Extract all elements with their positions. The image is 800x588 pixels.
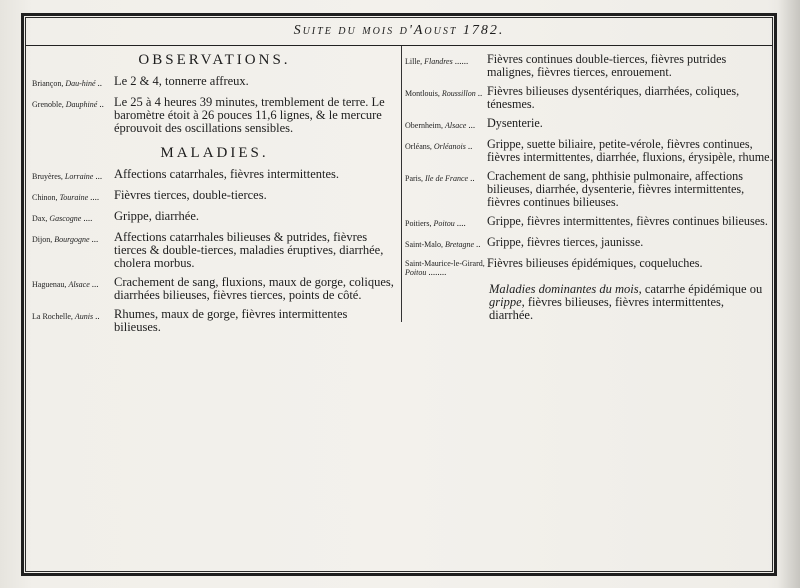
entry-place: Lille, Flandres ...... bbox=[405, 56, 469, 66]
maladie-entry bbox=[405, 138, 773, 164]
entry-text: Le 2 & 4, tonnerre affreux. bbox=[114, 74, 249, 88]
entry-text: Fièvres bilieuses épidémiques, coqueluches. bbox=[487, 256, 703, 270]
entry-place: Saint-Maurice-le-Girard, Poitou ........ bbox=[405, 259, 485, 277]
entry-place: Obernheim, Alsace ... bbox=[405, 120, 476, 130]
entry-place: Orléans, Orléanois .. bbox=[405, 141, 473, 151]
right-column bbox=[405, 53, 773, 322]
maladie-entry bbox=[405, 236, 773, 251]
entry-place: Poitiers, Poitou .... bbox=[405, 218, 466, 228]
maladie-entry bbox=[32, 168, 397, 183]
entry-text: Grippe, diarrhée. bbox=[114, 209, 200, 223]
entry-text: Affections catarrhales, fièvres intermittentes. bbox=[114, 167, 340, 181]
maladie-entry bbox=[32, 308, 397, 334]
maladies-title: MALADIES. bbox=[160, 145, 269, 161]
entry-text: Grippe, fièvres intermittentes, fièvres continues bilieuses. bbox=[487, 214, 768, 228]
maladie-entry bbox=[405, 215, 773, 230]
entry-place: Montlouis, Roussillon .. bbox=[405, 88, 483, 98]
maladie-entry bbox=[405, 53, 773, 79]
entry-place: Briançon, Dau-hiné .. bbox=[32, 78, 103, 88]
column-divider bbox=[401, 46, 402, 322]
entry-text: Grippe, fièvres tierces, jaunisse. bbox=[487, 235, 644, 249]
left-column bbox=[32, 50, 397, 340]
entry-text: Grippe, suette biliaire, petite-vérole, fièvres continues, fièvres intermittentes, diarrhée, fluxions, érysipèle, rhume. bbox=[487, 137, 773, 164]
maladie-entry bbox=[32, 276, 397, 302]
monthly-summary bbox=[489, 283, 773, 322]
observations-title: OBSERVATIONS. bbox=[138, 52, 291, 68]
entry-place: Chinon, Touraine .... bbox=[32, 192, 100, 202]
maladie-entry bbox=[405, 85, 773, 111]
entry-place: Dijon, Bourgogne ... bbox=[32, 234, 99, 244]
entry-place: Bruyères, Lorraine ... bbox=[32, 171, 103, 181]
entry-text: Dysenterie. bbox=[487, 116, 543, 130]
maladie-entry bbox=[32, 189, 397, 204]
maladie-entry bbox=[32, 231, 397, 270]
entry-text: Affections catarrhales bilieuses & putrides, fièvres tierces & double-tierces, maladies éruptives, diarrhée, cholera morbus. bbox=[114, 230, 384, 270]
entry-place: Grenoble, Dauphiné .. bbox=[32, 99, 104, 109]
observation-entry bbox=[32, 96, 397, 135]
maladie-entry bbox=[405, 257, 773, 277]
summary-text-b: , fièvres bilieuses, fièvres intermittentes, diarrhée. bbox=[489, 295, 725, 322]
entry-place: Saint-Malo, Bretagne .. bbox=[405, 239, 481, 249]
maladie-entry bbox=[405, 170, 773, 209]
entry-place: Paris, Ile de France .. bbox=[405, 173, 475, 183]
entry-place: La Rochelle, Aunis .. bbox=[32, 311, 100, 321]
header-rule bbox=[25, 45, 773, 46]
entry-text: Fièvres bilieuses dysentériques, diarrhées, coliques, ténesmes. bbox=[487, 84, 740, 111]
running-header-text: Suite du mois d'Aoust 1782. bbox=[293, 23, 505, 38]
summary-label: Maladies dominantes du mois bbox=[489, 282, 639, 296]
maladie-entry bbox=[405, 117, 773, 132]
entry-text: Le 25 à 4 heures 39 minutes, tremblement de terre. Le baromètre étoit à 26 pouces 11,6 lignes, & le mercure éprouvoit des oscillations sensibles. bbox=[114, 95, 385, 135]
observation-entry bbox=[32, 75, 397, 90]
entry-text: Rhumes, maux de gorge, fièvres intermittentes bilieuses. bbox=[114, 307, 348, 334]
entry-text: Fièvres continues double-tierces, fièvres putrides malignes, fièvres tierces, enrouement. bbox=[487, 52, 727, 79]
entry-text: Crachement de sang, fluxions, maux de gorge, coliques, diarrhées bilieuses, fièvres tierces, points de côté. bbox=[114, 275, 394, 302]
entry-place: Haguenau, Alsace ... bbox=[32, 279, 99, 289]
maladie-entry bbox=[32, 210, 397, 225]
entry-place: Dax, Gascogne .... bbox=[32, 213, 93, 223]
entry-text: Crachement de sang, phthisie pulmonaire, affections bilieuses, diarrhée, dysenterie, fièvres intermittentes, fièvres continues bilieuses. bbox=[487, 169, 745, 209]
summary-italic-word: grippe bbox=[489, 295, 522, 309]
running-header bbox=[25, 18, 773, 44]
entry-text: Fièvres tierces, double-tierces. bbox=[114, 188, 267, 202]
page-edge-shadow bbox=[778, 0, 800, 588]
summary-text-a: , catarrhe épidémique ou bbox=[638, 282, 763, 296]
